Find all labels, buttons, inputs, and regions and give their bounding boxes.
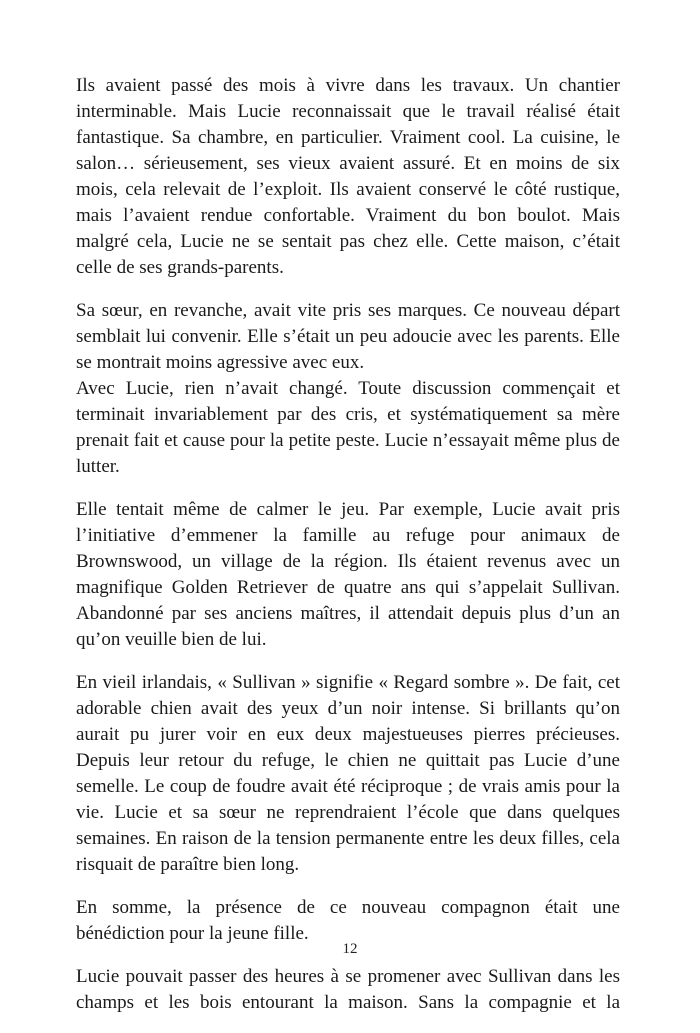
paragraph-walks: Lucie pouvait passer des heures à se promener avec Sullivan dans les champs et les bois entourant la maison. Sans la compagnie et la [76,966,620,1013]
paragraph-refuge: Elle tentait même de calmer le jeu. Par exemple, Lucie avait pris l’initiative d’emmener la famille au refuge pour animaux de Brownswood, un village de la région. Ils étaient revenus avec un magnifique Golden Retriever de quatre ans qui s’appelait Sullivan. Abandonné par ses anciens maîtres, il attendait depuis plus d’un an qu’on veuille bien de lui. [76,499,620,650]
paragraph-sullivan-meaning: En vieil irlandais, « Sullivan » signifie « Regard sombre ». De fait, cet adorable chien avait des yeux d’un noir intense. Si brillants qu’on aurait pu jurer voir en eux deux majestueuses pierres précieuses. Depuis leur retour du refuge, le chien ne quittait pas Lucie d’une semelle. Le coup de foudre avait été réciproque ; de vrais amis pour la vie. Lucie et sa sœur ne reprendraient l’école que dans quelques semaines. En raison de la tension permanente entre les deux filles, cela risquait de paraître bien long. [76,672,620,875]
page-number: 12 [342,941,358,957]
paragraph-blessing: En somme, la présence de ce nouveau compagnon était une bénédiction pour la jeune fille. [76,897,620,944]
paragraph-arguments: Avec Lucie, rien n’avait changé. Toute discussion commençait et terminait invariablement par des cris, et systématiquement sa mère prenait fait et cause pour la petite peste. Lucie n’essayait même plus de lutter. [76,378,620,477]
paragraph-sister: Sa sœur, en revanche, avait vite pris ses marques. Ce nouveau départ semblait lui convenir. Elle s’était un peu adoucie avec les parents. Elle se montrait moins agressive avec eux. [76,300,620,373]
paragraph-renovation: Ils avaient passé des mois à vivre dans les travaux. Un chantier interminable. Mais Lucie reconnaissait que le travail réalisé était fantastique. Sa chambre, en particulier. Vraiment cool. La cuisine, le salon… sérieusement, ses vieux avaient assuré. Et en moins de six mois, cela relevait de l’exploit. Ils avaient conservé le côté rustique, mais l’avaient rendue confortable. Vraiment du bon boulot. Mais malgré cela, Lucie ne se sentait pas chez elle. Cette maison, c’était celle de ses grands-parents. [76,75,620,278]
page-body [76,73,620,1033]
